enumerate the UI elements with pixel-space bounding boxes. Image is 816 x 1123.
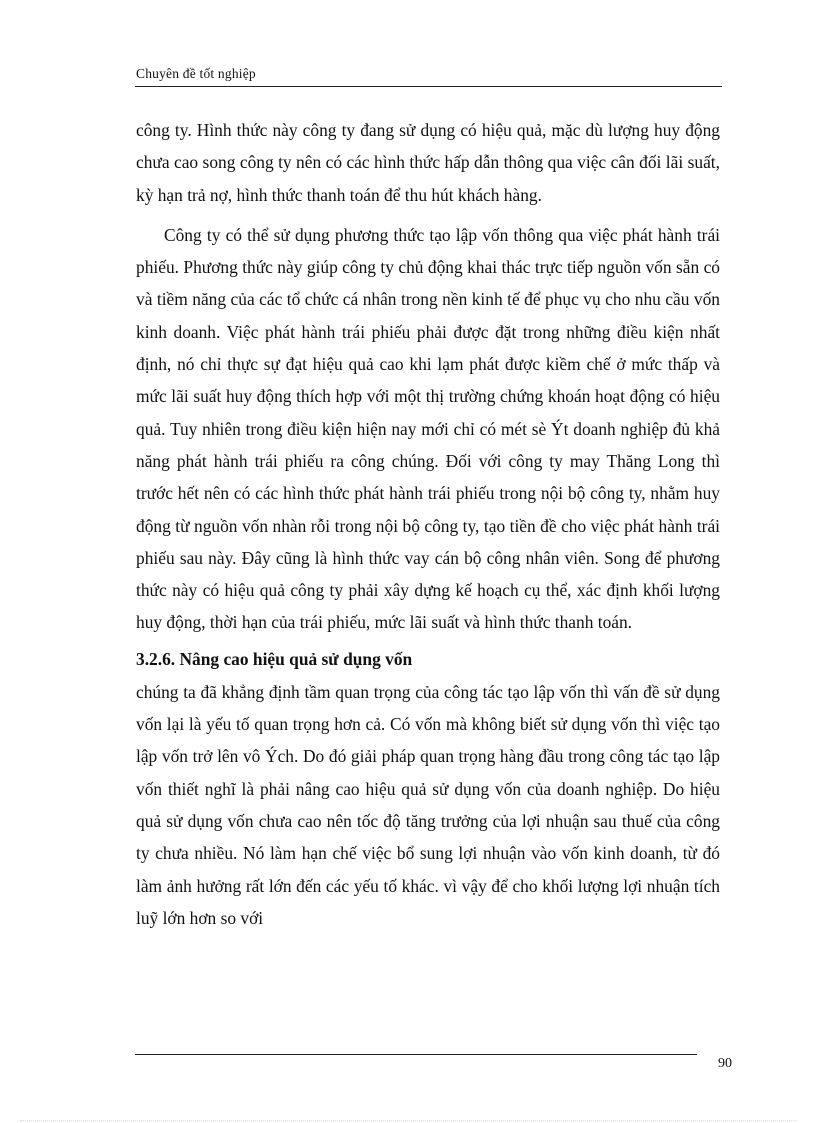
footer-divider [135, 1054, 697, 1055]
running-header: Chuyên đề tốt nghiệp [136, 66, 256, 81]
page-number: 90 [718, 1056, 732, 1071]
section-heading: 3.2.6. Nâng cao hiệu quả sử dụng vốn [136, 648, 413, 669]
page-body [136, 114, 720, 934]
paragraph-2: Công ty có thể sử dụng phương thức tạo lập vốn thông qua việc phát hành trái phiếu. Phương thức này giúp công ty chủ động khai thác trực tiếp nguồn vốn sẵn có và tiềm năng của các tổ chức cá nhân trong nền kinh tế để phục vụ cho nhu cầu vốn kinh doanh. Việc phát hành trái phiếu phải được đặt trong những điều kiện nhất định, nó chỉ thực sự đạt hiệu quả cao khi lạm phát được kiềm chế ở mức thấp và mức lãi suất huy động thích hợp với một thị trường chứng khoán hoạt động có hiệu quả. Tuy nhiên trong điều kiện hiện nay mới chỉ có mét sè Ýt doanh nghiệp đủ khả năng phát hành trái phiếu ra công chúng. Đối với công ty may Thăng Long thì trước hết nên có các hình thức phát hành trái phiếu trong nội bộ công ty, nhằm huy động từ nguồn vốn nhàn rỗi trong nội bộ công ty, tạo tiền đề cho việc phát hành trái phiếu sau này. Đây cũng là hình thức vay cán bộ công nhân viên. Song để phương thức này có hiệu quả công ty phải xây dựng kế hoạch cụ thể, xác định khối lượng huy động, thời hạn của trái phiếu, mức lãi suất và hình thức thanh toán. [136, 224, 720, 633]
header-divider [135, 86, 722, 87]
paragraph-3: chúng ta đã khẳng định tầm quan trọng của công tác tạo lập vốn thì vấn đề sử dụng vốn lại là yếu tố quan trọng hơn cả. Có vốn mà không biết sử dụng vốn thì việc tạo lập vốn trở lên vô Ých. Do đó giải pháp quan trọng hàng đầu trong công tác tạo lập vốn thiết nghĩ là phải nâng cao hiệu quả sử dụng vốn của doanh nghiệp. Do hiệu quả sử dụng vốn chưa cao nên tốc độ tăng trưởng của lợi nhuận sau thuế của công ty chưa nhiều. Nó làm hạn chế việc bổ sung lợi nhuận vào vốn kinh doanh, từ đó làm ảnh hưởng rất lớn đến các yếu tố khác. vì vậy để cho khối lượng lợi nhuận tích luỹ lớn hơn so với [136, 681, 720, 928]
page-edge [20, 1120, 796, 1121]
paragraph-1: công ty. Hình thức này công ty đang sử dụng có hiệu quả, mặc dù lượng huy động chưa cao song công ty nên có các hình thức hấp dẫn thông qua việc cân đối lãi suất, kỳ hạn trả nợ, hình thức thanh toán để thu hút khách hàng. [136, 120, 720, 205]
